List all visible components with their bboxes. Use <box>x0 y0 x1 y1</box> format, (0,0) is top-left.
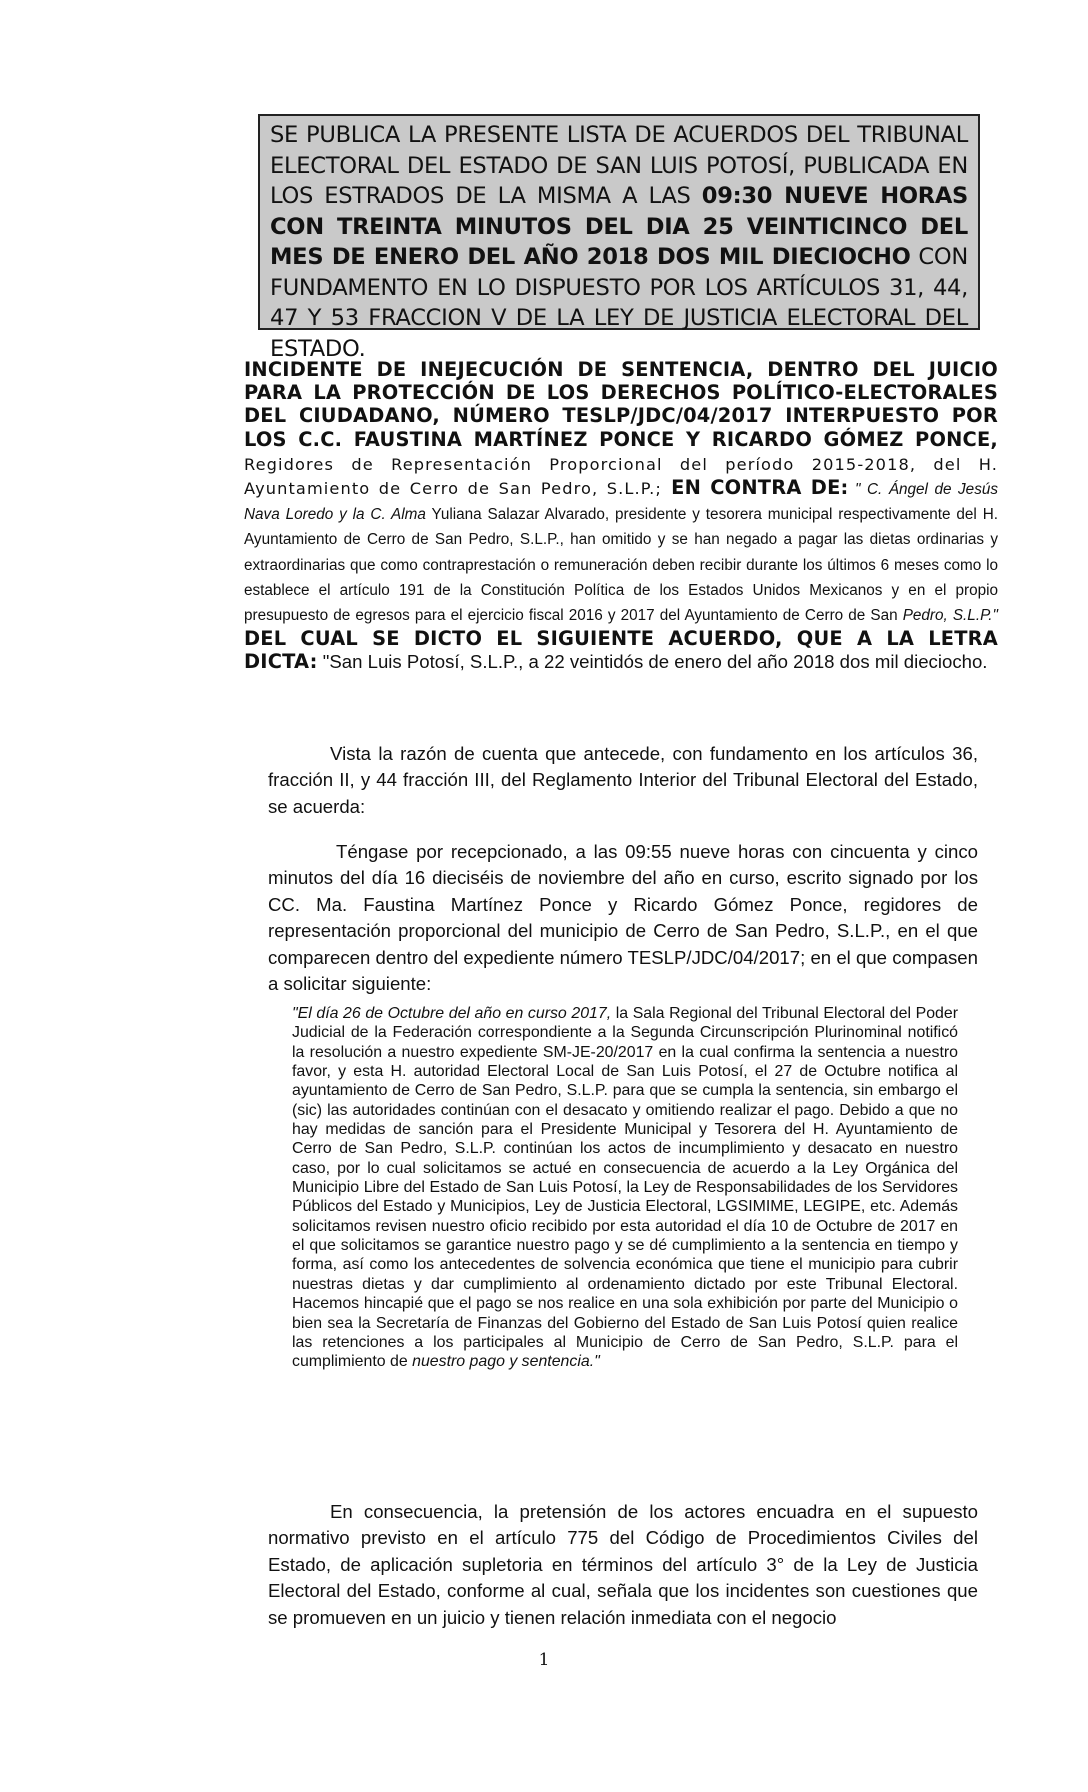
paragraph-receipt: Téngase por recepcionado, a las 09:55 nueve horas con cincuenta y cinco minutos del día 16 dieciséis de noviembre del año en curso, escrito signado por los CC. Ma. Faustina Martínez Ponce y Ricardo Gómez Ponce, regidores de representación proporcional del municipio de Cerro de San Pedro, S.L.P., en el que comparecen dentro del expediente número TESLP/JDC/04/2017; en el que compasen a solicitar siguiente: <box>268 840 978 995</box>
paragraph-legal-basis: Vista la razón de cuenta que antecede, con fundamento en los artículos 36, fracción II, y 44 fracción III, del Reglamento Interior del Tribunal Electoral del Estado, se acuerda: <box>268 742 978 817</box>
quote-opening: "El día 26 de Octubre del año en curso 2017, <box>292 1005 612 1022</box>
quote-body: la Sala Regional del Tribunal Electoral del Poder Judicial de la Federación correspondiente a la Segunda Circunscripción Plurinominal notificó la resolución a nuestro expediente SM-JE-20/2017 en la cual confirma la sentencia a nuestro favor, y esta H. autoridad Electoral Local de San Luis Potosí, el 27 de Octubre notifica al ayuntamiento de Cerro de San Pedro, S.L.P. para que se cumpla la sentencia, sin embargo el (sic) las autoridades continúan con el desacato y omitiendo realizar el pago. Debido a que no hay medidas de sanción para el Presidente Municipal y Tesorera del H. Ayuntamiento de Cerro de San Pedro, S.L.P. continúan los actos de incumplimiento y desacato en nuestro caso, por lo cual solicitamos se actué en consecuencia de acuerdo a la Ley Orgánica del Municipio Libre del Estado de San Luis Potosí, la Ley de Responsabilidades de los Servidores Públicos del Estado y Municipios, Ley de Justicia Electoral, LGSIMIME, LEGIPE, etc. Además solicitamos revisen nuestro oficio recibido por esta autoridad el día 10 de Octubre de 2017 en el que solicitamos se garantice nuestro pago y se dé cumplimiento a la sentencia en tiempo y forma, así como los antecedentes de solvencia económica que tiene el municipio para cubrir nuestras dietas y dar cumplimiento al ordenamiento dictado por este Tribunal Electoral. Hacemos hincapié que el pago se nos realice en una sola exhibición por parte del Municipio o bien sea la Secretaría de Finanzas del Gobierno del Estado de San Luis Potosí quien realice las retenciones a los participales al Municipio de Cerro de San Pedro, S.L.P. para el cumplimiento de <box>292 1005 958 1371</box>
defendants-names: " C. Ángel de Jesús Nava Loredo y la C. Alma <box>244 481 998 524</box>
notice-text-intro: SE PUBLICA LA PRESENTE LISTA DE ACUERDOS DEL TRIBUNAL ELECTORAL DEL ESTADO DE SAN LUIS POTOSÍ, PUBLICADA EN LOS ESTRADOS DE LA MISMA A LAS <box>270 122 968 209</box>
notice-date-time: 09:30 NUEVE HORAS CON TREINTA MINUTOS DEL DIA 25 VEINTICINCO DEL MES DE ENERO DEL AÑO 2018 DOS MIL DIECIOCHO <box>270 183 968 270</box>
agreement-date: "San Luis Potosí, S.L.P., a 22 veintidós de enero del año 2018 dos mil dieciocho. <box>317 651 988 673</box>
case-title: INCIDENTE DE INEJECUCIÓN DE SENTENCIA, DENTRO DEL JUICIO PARA LA PROTECCIÓN DE LOS DERECHOS POLÍTICO-ELECTORALES DEL CIUDADANO, NÚMERO TESLP/JDC/04/2017 INTERPUESTO POR LOS C.C. FAUSTINA MARTÍNEZ PONCE Y RICARDO GÓMEZ PONCE, <box>244 358 998 451</box>
complaint-closing: Pedro, S.L.P." <box>897 607 998 625</box>
notice-text-basis: CON FUNDAMENTO EN LO DISPUESTO POR LOS ARTÍCULOS 31, 44, 47 Y 53 FRACCION V DE LA LEY DE JUSTICIA ELECTORAL DEL ESTADO. <box>270 244 968 362</box>
quote-closing: nuestro pago y sentencia." <box>407 1353 600 1371</box>
quoted-petition <box>292 1004 958 1372</box>
against-label: EN CONTRA DE: <box>661 476 849 500</box>
publication-notice-box <box>258 114 980 362</box>
agreement-intro: DEL CUAL SE DICTO EL SIGUIENTE ACUERDO, QUE A LA LETRA DICTA: <box>244 627 998 674</box>
page-number: 1 <box>538 1650 550 1670</box>
case-header <box>244 358 998 674</box>
plaintiffs-role: Regidores de Representación Proporcional del período 2015-2018, del H. Ayuntamiento de Cerro de San Pedro, S.L.P.; <box>244 454 998 499</box>
paragraph-consequence: En consecuencia, la pretensión de los actores encuadra en el supuesto normativo previsto en el artículo 775 del Código de Procedimientos Civiles del Estado, de aplicación supletoria en términos del artículo 3° de la Ley de Justicia Electoral del Estado, conforme al cual, señala que los incidentes son cuestiones que se promueven en un juicio y tienen relación inmediata con el negocio <box>268 1500 978 1628</box>
complaint-summary: Yuliana Salazar Alvarado, presidente y tesorera municipal respectivamente del H. Ayuntamiento de Cerro de San Pedro, S.L.P., han omitido y se han negado a pagar las dietas ordinarias y extraordinarias que como contraprestación o remuneración deben recibir durante los últimos 6 meses como lo establece el artículo 191 de la Constitución Política de los Estados Unidos Mexicanos y en el propio presupuesto de egresos para el ejercicio fiscal 2016 y 2017 del Ayuntamiento de Cerro de San <box>244 506 999 625</box>
